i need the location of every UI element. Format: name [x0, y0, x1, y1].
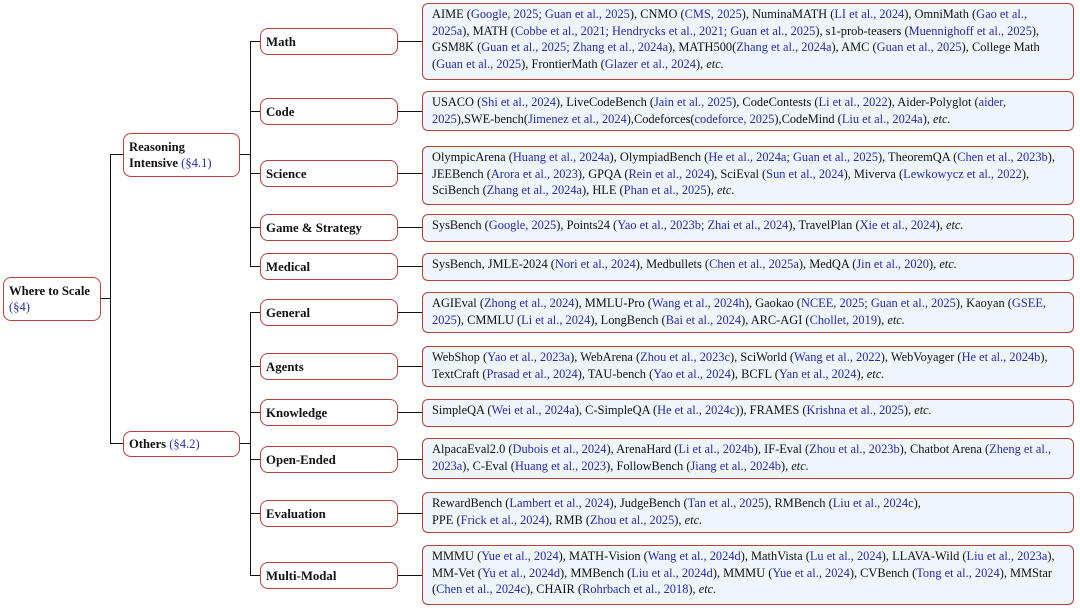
connector-line [250, 41, 260, 42]
citation-ref: Jin et al., 2020 [856, 257, 929, 271]
citation-ref: Li et al., 2022 [818, 95, 888, 109]
leaf-box-evaluation: RewardBench (Lambert et al., 2024), JudgeBench (Tan et al., 2025), RMBench (Liu et al., 2024c), PPE (Frick et al., 2024), RMB (Zhou et al., 2025), etc. [422, 492, 1074, 533]
category-label: Multi-Modal [266, 568, 337, 583]
citation-ref: Guan et al., 2025 [436, 56, 522, 71]
connector-line [250, 312, 260, 313]
category-label: Knowledge [266, 405, 328, 420]
connector-line [110, 154, 111, 444]
connector-line [398, 173, 422, 174]
citation-ref: Frick et al., 2024 [460, 512, 545, 527]
citation-ref: Cobbe et al., 2021; Hendrycks et al., 2021; Guan et al., 2025 [514, 23, 816, 38]
connector-line [398, 575, 422, 576]
root-ref: (§4) [9, 300, 30, 314]
etc-text: etc. [698, 582, 717, 597]
connector-line [250, 227, 260, 228]
etc-text: etc. [887, 312, 905, 327]
leaf-box-code: USACO (Shi et al., 2024), LiveCodeBench (Jain et al., 2025), CodeContests (Li et al., 2022), Aider-Polyglot (aider, 2025),SWE-bench(Jimenez et al., 2024),Codeforces(codeforce, 2025),CodeMind (Liu et al., 2024a), etc. [422, 91, 1074, 131]
citation-ref: Bai et al., 2024 [665, 312, 742, 327]
connector-line [250, 575, 260, 576]
citation-ref: Zhou et al., 2023c [640, 350, 730, 364]
citation-ref: Rohrbach et al., 2018 [582, 582, 689, 597]
citation-ref: Gao et al., 2025a [432, 7, 1028, 38]
etc-text: etc. [716, 183, 735, 198]
branch-node-reasoning [123, 133, 240, 177]
root-node [3, 277, 101, 321]
category-label: Open-Ended [266, 452, 336, 467]
leaf-box-math: AIME (Google, 2025; Guan et al., 2025), CNMO (CMS, 2025), NuminaMATH (LI et al., 2024), OmniMath (Gao et al., 2025a), MATH (Cobbe et al., 2021; Hendrycks et al., 2021; Guan et al., 2025), s1-prob-teasers (Muennighoff et al., 2025), GSM8K (Guan et al., 2025; Zhang et al., 2024a), MATH500(Zhang et al., 2024a), AMC (Guan et al., 2025), College Math (Guan et al., 2025), FrontierMath (Glazer et al., 2024), etc. [422, 3, 1074, 80]
citation-ref: Google, 2025 [488, 218, 557, 232]
etc-text: etc. [933, 111, 951, 126]
citation-ref: Wang et al., 2022 [794, 350, 881, 364]
connector-line [398, 312, 422, 313]
leaf-box-open-ended: AlpacaEval2.0 (Dubois et al., 2024), ArenaHard (Li et al., 2024b), IF-Eval (Zhou et al., 2023b), Chatbot Arena (Zheng et al., 2023a), C-Eval (Huang et al., 2023), FollowBench (Jiang et al., 2024b), etc. [422, 438, 1074, 479]
category-label: Agents [266, 359, 304, 374]
citation-ref: Google, 2025; Guan et al., 2025 [470, 7, 630, 21]
citation-ref: Lewkowycz et al., 2022 [903, 166, 1022, 181]
citation-ref: codeforce, 2025 [694, 111, 775, 126]
branch-ref: (§4.1) [181, 156, 212, 170]
category-label: Math [266, 34, 296, 49]
citation-ref: Muennighoff et al., 2025 [908, 23, 1032, 38]
citation-ref: Prasad et al., 2024 [486, 366, 578, 381]
category-node-general [260, 299, 398, 326]
citation-ref: Lambert et al., 2024 [509, 496, 610, 510]
citation-ref: Nori et al., 2024 [554, 257, 636, 271]
connector-line [250, 513, 260, 514]
root-title: Where to Scale [9, 284, 90, 298]
citation-ref: Zhou et al., 2023b [809, 442, 900, 456]
citation-ref: Yao et al., 2023a [487, 350, 571, 364]
citation-ref: He et al., 2024a; Guan et al., 2025 [708, 150, 878, 164]
connector-line [110, 154, 123, 155]
citation-ref: He et al., 2024b [961, 350, 1041, 364]
leaf-box-knowledge: SimpleQA (Wei et al., 2024a), C-SimpleQA (He et al., 2024c)), FRAMES (Krishna et al., 2025), etc. [422, 399, 1074, 427]
citation-ref: Yao et al., 2023b; Zhai et al., 2024 [617, 218, 789, 232]
citation-ref: Liu et al., 2024d [631, 565, 713, 580]
connector-line [250, 266, 260, 267]
category-node-code [260, 98, 398, 125]
citation-ref: Chen et al., 2023b [957, 150, 1048, 164]
citation-ref: Yue et al., 2024 [481, 549, 559, 563]
connector-line [398, 459, 422, 460]
connector-line [398, 266, 422, 267]
connector-line [250, 412, 260, 413]
etc-text: etc. [706, 56, 724, 71]
category-label: General [266, 305, 311, 320]
citation-ref: Zhou et al., 2025 [589, 512, 675, 527]
citation-ref: Chen et al., 2024c [436, 582, 526, 597]
citation-ref: Liu et al., 2024c [832, 496, 914, 510]
category-label: Medical [266, 259, 311, 274]
connector-line [398, 513, 422, 514]
citation-ref: GSEE, 2025 [432, 296, 1046, 327]
leaf-box-science: OlympicArena (Huang et al., 2024a), OlympiadBench (He et al., 2024a; Guan et al., 2025), TheoremQA (Chen et al., 2023b), JEEBench (Arora et al., 2023), GPQA (Rein et al., 2024), SciEval (Sun et al., 2024), Miverva (Lewkowycz et al., 2022), SciBench (Zhang et al., 2024a), HLE (Phan et al., 2025), etc. [422, 146, 1074, 205]
etc-text: etc. [791, 458, 809, 473]
citation-ref: Dubois et al., 2024 [512, 442, 607, 456]
category-label: Science [266, 166, 307, 181]
citation-ref: Guan et al., 2025 [876, 40, 962, 55]
etc-text: etc. [866, 366, 885, 381]
citation-ref: Tan et al., 2025 [687, 496, 765, 510]
citation-ref: Krishna et al., 2025 [806, 403, 904, 417]
connector-line [398, 412, 422, 413]
citation-ref: Jimenez et al., 2024 [528, 111, 627, 126]
category-node-knowledge [260, 399, 398, 426]
category-label: Game & Strategy [266, 220, 362, 235]
branch-title: Reasoning [129, 140, 185, 154]
citation-ref: Guan et al., 2025; Zhang et al., 2024a [481, 40, 669, 55]
citation-ref: Liu et al., 2023a [966, 549, 1048, 563]
category-node-science [260, 160, 398, 187]
citation-ref: Phan et al., 2025 [623, 183, 707, 198]
category-label: Code [266, 104, 295, 119]
leaf-box-multi-modal: MMMU (Yue et al., 2024), MATH-Vision (Wang et al., 2024d), MathVista (Lu et al., 2024), LLAVA-Wild (Liu et al., 2023a), MM-Vet (Yu et al., 2024d), MMBench (Liu et al., 2024d), MMMU (Yue et al., 2024), CVBench (Tong et al., 2024), MMStar (Chen et al., 2024c), CHAIR (Rohrbach et al., 2018), etc. [422, 545, 1074, 605]
citation-ref: Arora et al., 2023 [490, 166, 578, 181]
connector-line [398, 111, 422, 112]
etc-text: etc. [939, 257, 957, 271]
citation-ref: He et al., 2024c [657, 403, 736, 417]
citation-ref: Chen et al., 2025a [709, 257, 799, 271]
category-node-math [260, 28, 398, 55]
branch-title: Others [129, 437, 167, 451]
etc-text: etc. [914, 403, 932, 417]
connector-line [250, 312, 251, 575]
category-label: Evaluation [266, 506, 326, 521]
citation-ref: Huang et al., 2024a [512, 150, 610, 164]
citation-ref: Li et al., 2024b [678, 442, 754, 456]
citation-ref: LI et al., 2024 [834, 7, 905, 21]
connector-line [398, 41, 422, 42]
citation-ref: Zheng et al., 2023a [432, 442, 1052, 473]
citation-ref: Wei et al., 2024a [491, 403, 575, 417]
citation-ref: Sun et al., 2024 [766, 166, 844, 181]
citation-ref: Li et al., 2024 [521, 312, 591, 327]
citation-ref: Glazer et al., 2024 [604, 56, 696, 71]
connector-line [250, 111, 260, 112]
leaf-box-general: AGIEval (Zhong et al., 2024), MMLU-Pro (Wang et al., 2024h), Gaokao (NCEE, 2025; Guan et al., 2025), Kaoyan (GSEE, 2025), CMMLU (Li et al., 2024), LongBench (Bai et al., 2024), ARC-AGI (Chollet, 2019), etc. [422, 292, 1074, 333]
leaf-box-agents: WebShop (Yao et al., 2023a), WebArena (Zhou et al., 2023c), SciWorld (Wang et al., 2022), WebVoyager (He et al., 2024b), TextCraft (Prasad et al., 2024), TAU-bench (Yao et al., 2024), BCFL (Yan et al., 2024), etc. [422, 346, 1074, 387]
citation-ref: Chollet, 2019 [809, 312, 878, 327]
citation-ref: Tong et al., 2024 [916, 565, 1000, 580]
citation-ref: Yan et al., 2024 [778, 366, 857, 381]
citation-ref: CMS, 2025 [684, 7, 742, 21]
citation-ref: Lu et al., 2024 [809, 549, 882, 563]
branch-node-others [123, 431, 240, 457]
category-node-evaluation [260, 500, 398, 527]
category-node-agents [260, 353, 398, 380]
etc-text: etc. [684, 512, 703, 527]
leaf-box-game-strategy: SysBench (Google, 2025), Points24 (Yao et al., 2023b; Zhai et al., 2024), TravelPlan (Xie et al., 2024), etc. [422, 214, 1074, 242]
branch-title: Intensive [129, 156, 178, 170]
category-node-multi-modal [260, 562, 398, 589]
category-node-open-ended [260, 446, 398, 473]
citation-ref: Yue et al., 2024 [772, 565, 850, 580]
citation-ref: Wang et al., 2024d [647, 549, 741, 563]
leaf-box-medical: SysBench, JMLE-2024 (Nori et al., 2024), Medbullets (Chen et al., 2025a), MedQA (Jin et al., 2020), etc. [422, 253, 1074, 281]
citation-ref: Zhang et al., 2024a [486, 183, 583, 198]
citation-ref: Xie et al., 2024 [859, 218, 936, 232]
citation-ref: aider, 2025 [432, 95, 1006, 126]
connector-line [110, 443, 123, 444]
citation-ref: Wang et al., 2024h [651, 296, 745, 310]
citation-ref: Shi et al., 2024 [481, 95, 556, 109]
citation-ref: Zhong et al., 2024 [483, 296, 575, 310]
category-node-medical [260, 253, 398, 280]
connector-line [398, 227, 422, 228]
connector-line [250, 459, 260, 460]
citation-ref: Yu et al., 2024d [481, 565, 561, 580]
branch-ref: (§4.2) [169, 437, 200, 451]
category-node-game-strategy [260, 214, 398, 241]
connector-line [250, 41, 251, 266]
connector-line [398, 366, 422, 367]
etc-text: etc. [945, 218, 964, 232]
citation-ref: Huang et al., 2023 [514, 458, 607, 473]
connector-line [250, 173, 260, 174]
citation-ref: Jain et al., 2025 [653, 95, 733, 109]
citation-ref: Zhang et al., 2024a [736, 40, 832, 55]
citation-ref: Yao et al., 2024 [653, 366, 731, 381]
connector-line [250, 366, 260, 367]
citation-ref: Rein et al., 2024 [628, 166, 711, 181]
citation-ref: Jiang et al., 2024b [690, 458, 781, 473]
citation-ref: Liu et al., 2024a [841, 111, 923, 126]
citation-ref: NCEE, 2025; Guan et al., 2025 [800, 296, 956, 310]
